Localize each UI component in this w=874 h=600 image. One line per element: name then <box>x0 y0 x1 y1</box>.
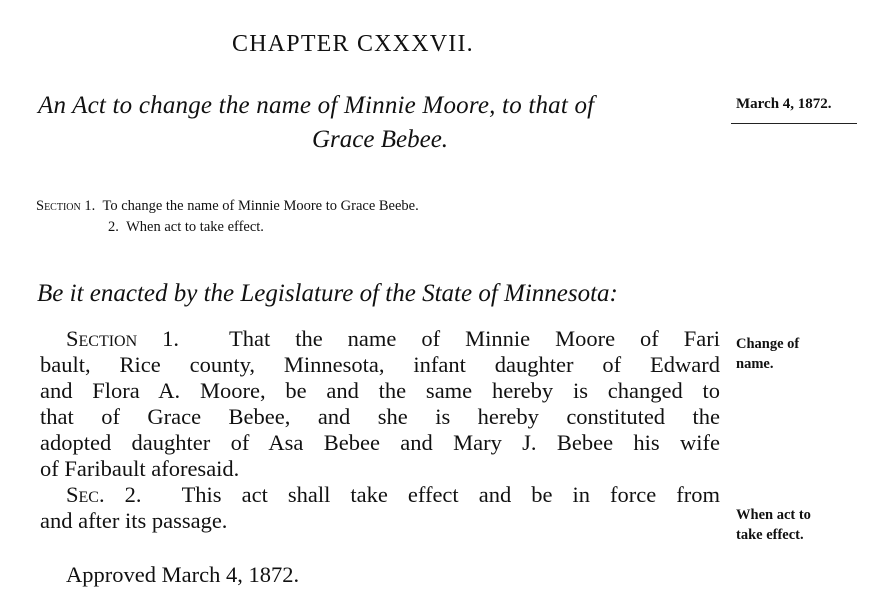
body-line: Sec. 2. This act shall take effect and be in force from <box>66 482 720 507</box>
body-line: Section 1. That the name of Minnie Moore of Fari <box>66 326 721 351</box>
body-line: bault, Rice county, Minnesota, infant daughter of Edward <box>40 352 720 377</box>
body-line: that of Grace Bebee, and she is hereby constituted the <box>40 404 720 429</box>
margin-note-when-act-takes-effect: When act to take effect. <box>736 507 811 543</box>
contents-entry-text: To change the name of Minnie Moore to Grace Beebe. <box>102 198 419 214</box>
contents-entry-label: 2. <box>108 219 119 235</box>
body-line: and Flora A. Moore, be and the same hereby is changed to <box>40 378 720 403</box>
contents-entry-label: Section 1. <box>36 198 96 214</box>
act-body <box>40 326 720 534</box>
contents-entry-text: When act to take effect. <box>126 219 264 235</box>
body-line: and after its passage. <box>40 508 228 533</box>
approval-line: Approved March 4, 1872. <box>66 562 300 587</box>
enacting-clause: Be it enacted by the Legislature of the State of Minnesota: <box>37 280 618 307</box>
body-line: of Faribault aforesaid. <box>40 456 240 481</box>
contents-entry-1 <box>36 198 419 215</box>
chapter-heading: CHAPTER CXXXVII. <box>232 31 474 57</box>
date-margin-note: March 4, 1872. <box>736 96 832 112</box>
body-line: adopted daughter of Asa Bebee and Mary J. Bebee his wife <box>40 430 720 455</box>
section-label: Section 1. <box>66 326 180 351</box>
act-title-line-1: An Act to change the name of Minnie Moore, to that of <box>38 92 595 119</box>
section-label: Sec. 2. <box>66 482 142 507</box>
contents-entry-2 <box>108 219 264 236</box>
margin-note-change-of-name: Change of name. <box>736 336 800 372</box>
act-title-line-2: Grace Bebee. <box>312 126 449 153</box>
date-underline-rule <box>731 123 857 124</box>
